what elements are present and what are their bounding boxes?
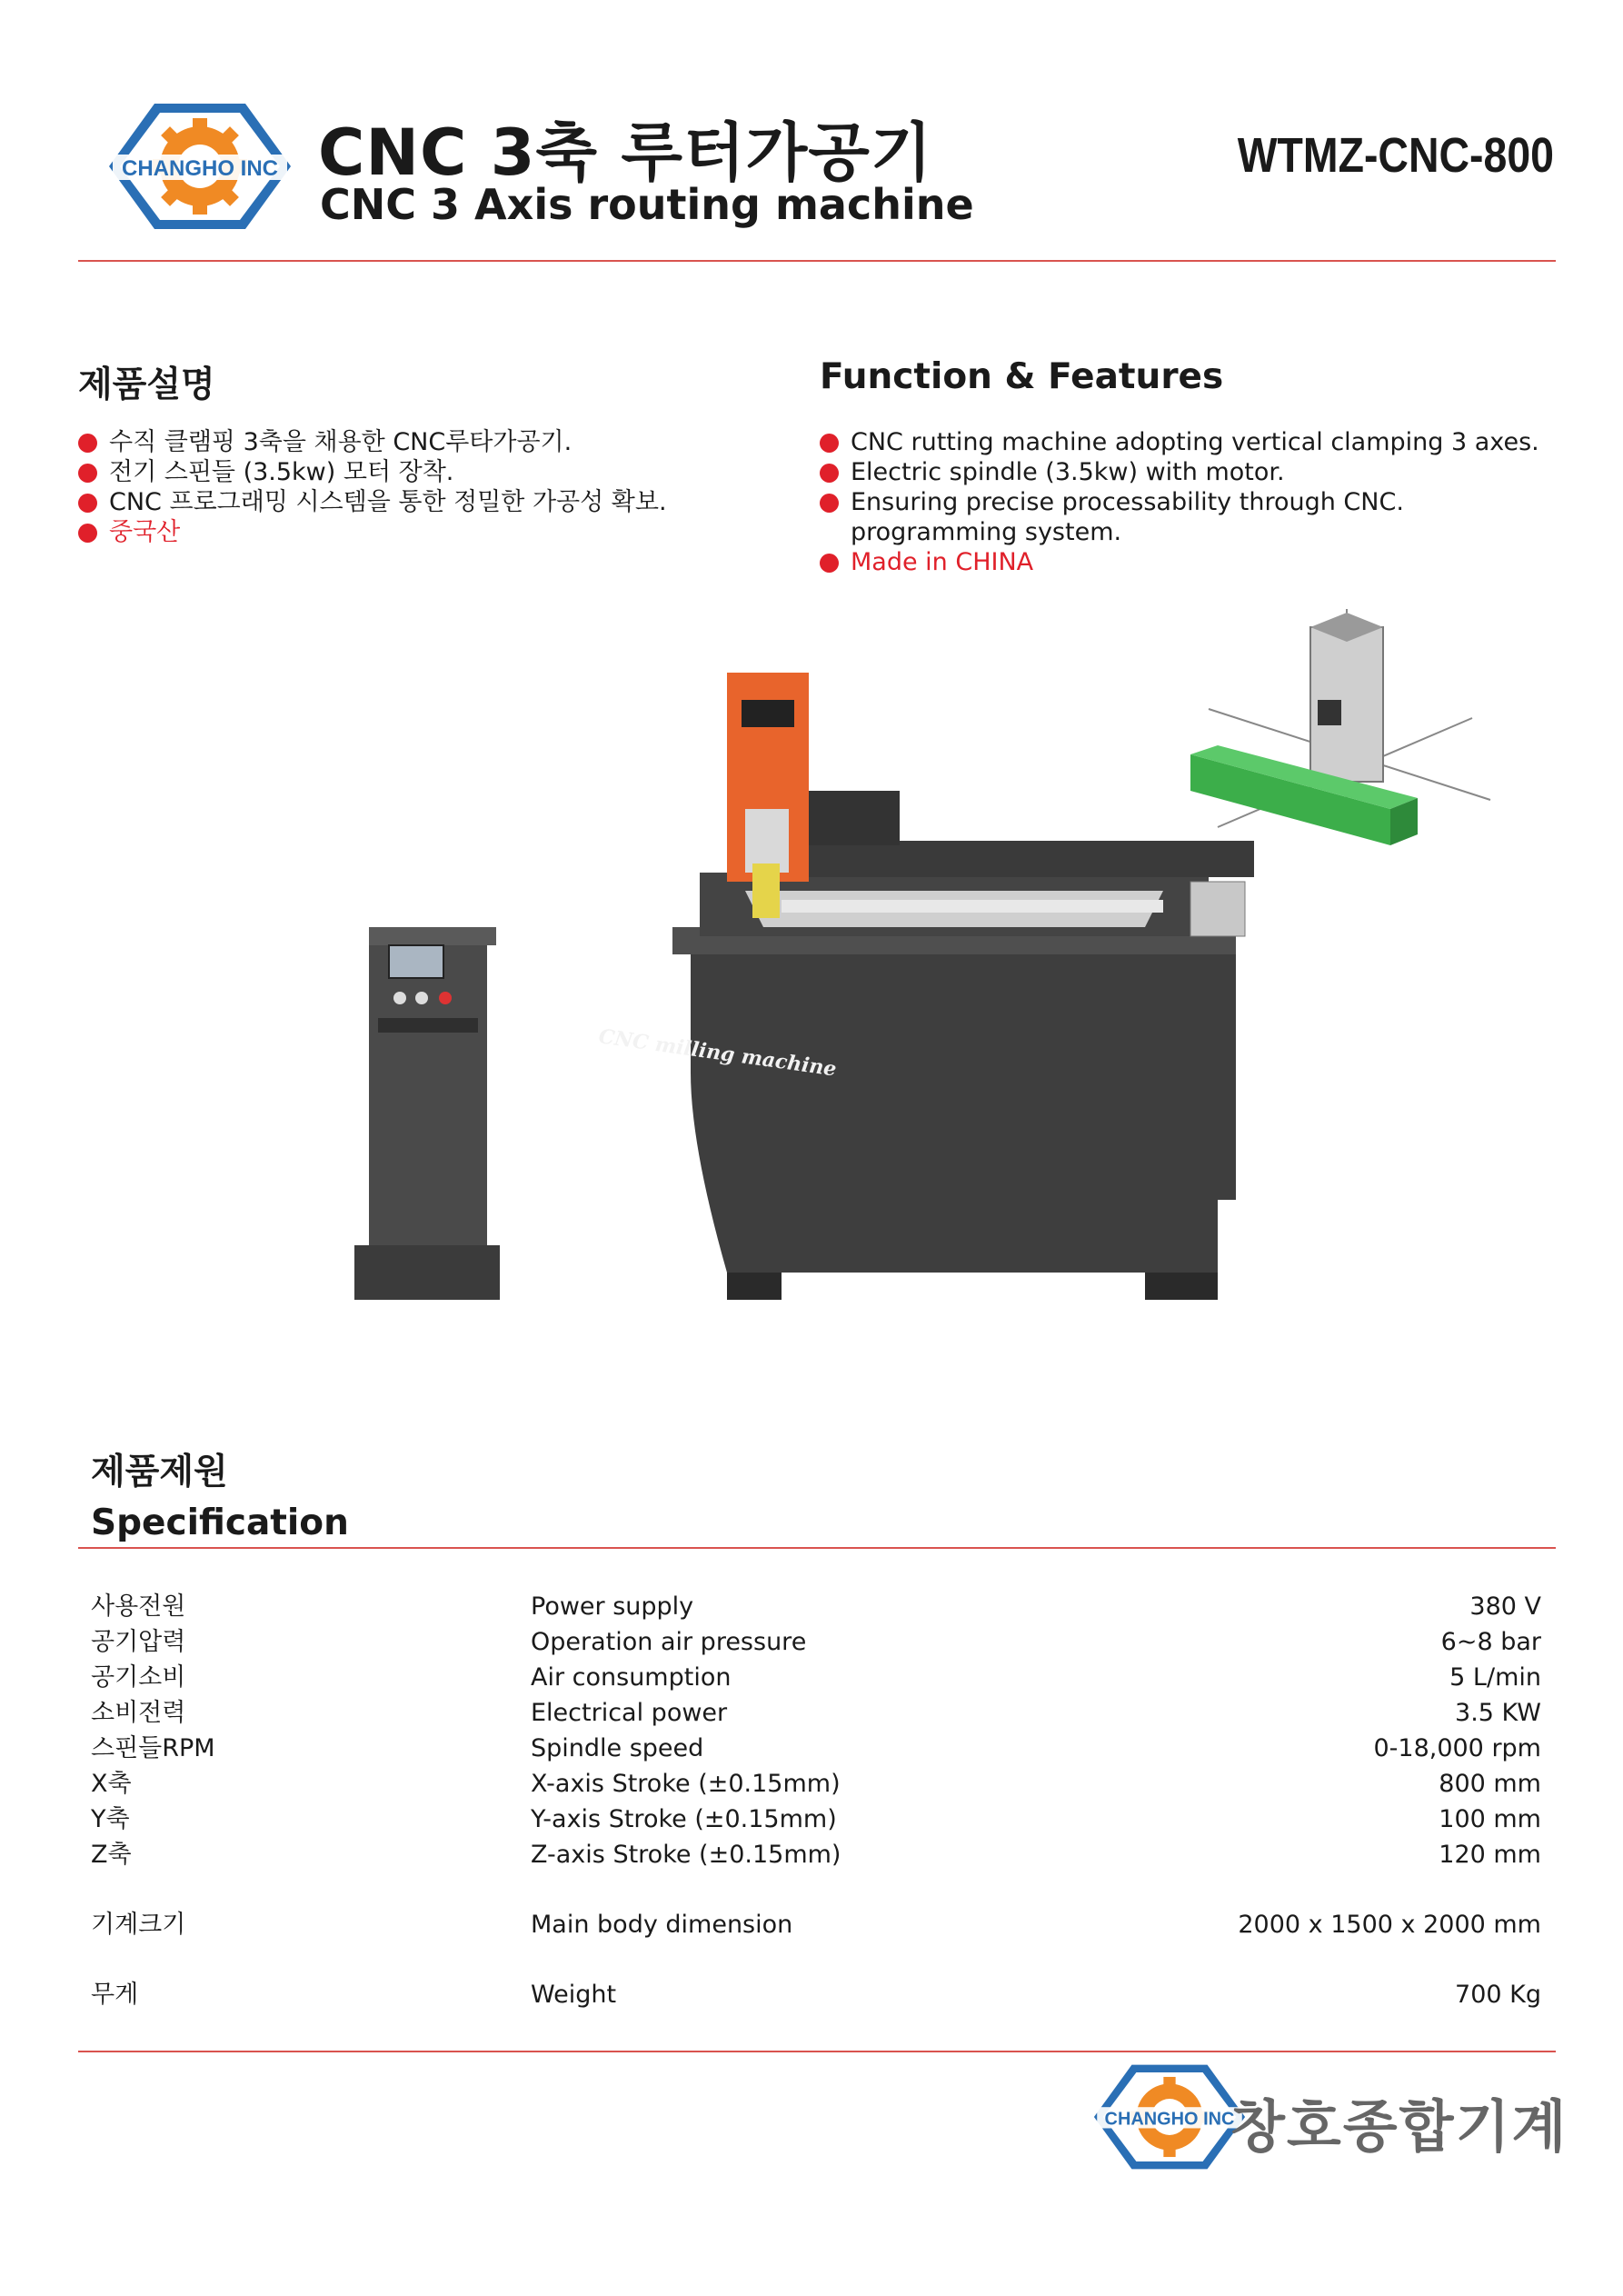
bullet-dot-icon xyxy=(78,524,97,543)
specification-title xyxy=(91,1447,349,1549)
spec-row: 기계크기 Main body dimension 2000 x 1500 x 2000 mm xyxy=(91,1911,1541,1939)
svg-text:CHANGHO INC: CHANGHO INC xyxy=(1104,2109,1235,2130)
feature-ko-item: 전기 스핀들 (3.5kw) 모터 장착. xyxy=(78,457,769,487)
svg-text:CHANGHO INC: CHANGHO INC xyxy=(122,156,278,181)
description-en-list xyxy=(820,427,1565,577)
spec-title-en: Specification xyxy=(91,1502,349,1543)
feature-ko-item: CNC 프로그래밍 시스템을 통한 정밀한 가공성 확보. xyxy=(78,487,769,517)
description-ko-title: 제품설명 xyxy=(78,364,215,405)
feature-en-item: CNC rutting machine adopting vertical clamping 3 axes. xyxy=(820,427,1565,457)
spec-row: 무게 Weight 700 Kg xyxy=(91,1981,1541,2009)
bullet-dot-icon xyxy=(78,494,97,513)
machine-label: CNC milling machine xyxy=(597,1024,839,1082)
bullet-dot-icon xyxy=(820,464,839,483)
bullet-dot-icon xyxy=(820,494,839,513)
feature-ko-item: 수직 클램핑 3축을 채용한 CNC루타가공기. xyxy=(78,427,769,457)
feature-en-item: Made in CHINA xyxy=(820,547,1565,577)
page-subtitle: CNC 3 Axis routing machine xyxy=(320,180,974,229)
spec-table xyxy=(91,1589,1541,2012)
feature-en-item: Electric spindle (3.5kw) with motor. xyxy=(820,457,1565,487)
spec-row: 스핀들RPM Spindle speed 0-18,000 rpm xyxy=(91,1734,1541,1762)
footer-logo xyxy=(1092,2063,1247,2171)
page-title: CNC 3축 루터가공기 xyxy=(318,115,933,190)
spec-divider xyxy=(78,1547,1556,1549)
axis-diagram-icon xyxy=(1190,609,1490,845)
description-en-title: Function & Features xyxy=(820,356,1224,397)
spec-row: 사용전원 Power supply 380 V xyxy=(91,1592,1541,1621)
spec-row: Z축 Z-axis Stroke (±0.15mm) 120 mm xyxy=(91,1841,1541,1869)
footer-divider xyxy=(78,2051,1556,2052)
bullet-dot-icon xyxy=(78,464,97,483)
spec-row: 공기소비 Air consumption 5 L/min xyxy=(91,1663,1541,1692)
description-ko-list xyxy=(78,427,769,547)
company-name: 창호종합기계 xyxy=(1230,2093,1568,2160)
model-number: WTMZ-CNC-800 xyxy=(1237,128,1554,183)
spec-row: X축 X-axis Stroke (±0.15mm) 800 mm xyxy=(91,1770,1541,1798)
spec-row: 공기압력 Operation air pressure 6~8 bar xyxy=(91,1628,1541,1656)
bullet-dot-icon xyxy=(820,434,839,453)
company-logo xyxy=(107,102,293,231)
product-image xyxy=(345,600,1563,1400)
header-divider xyxy=(78,260,1556,262)
feature-en-item: Ensuring precise processability through CNC. programming system. xyxy=(820,487,1565,547)
control-cabinet xyxy=(354,927,500,1300)
bullet-dot-icon xyxy=(78,434,97,453)
spec-title-ko: 제품제원 xyxy=(91,1452,228,1492)
spec-row: 소비전력 Electrical power 3.5 KW xyxy=(91,1699,1541,1727)
bullet-dot-icon xyxy=(820,554,839,573)
feature-ko-item: 중국산 xyxy=(78,517,769,547)
spec-row: Y축 Y-axis Stroke (±0.15mm) 100 mm xyxy=(91,1805,1541,1833)
